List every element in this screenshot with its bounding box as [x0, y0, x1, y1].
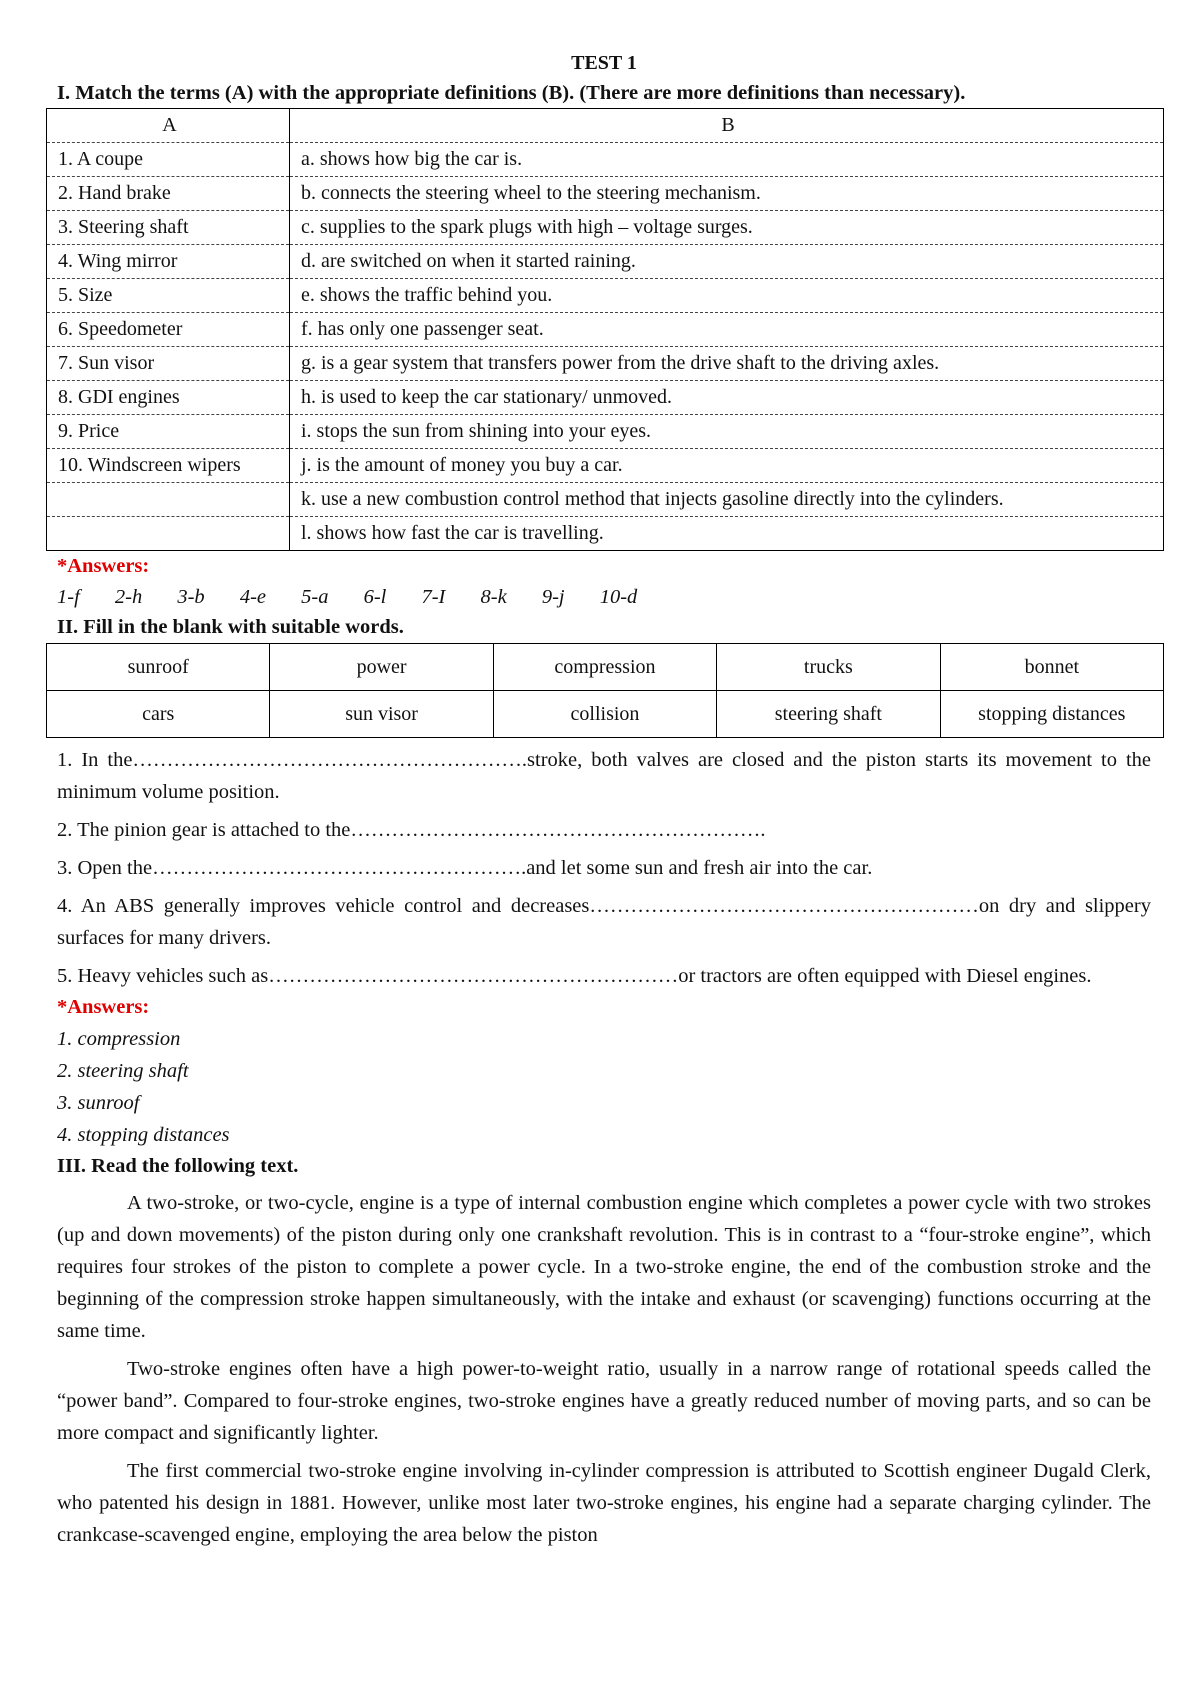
term-cell: 7. Sun visor [47, 347, 290, 381]
reading-paragraph-2: Two-stroke engines often have a high power-to-weight ratio, usually in a narrow range of rotational speeds called the “power band”. Compared to four-stroke engines, two-stroke engines have a greatly reduced number of moving parts, and so can be more compact and significantly lighter. [57, 1358, 1151, 1444]
term-cell: 5. Size [47, 279, 290, 313]
answer-item: 7-I [421, 586, 446, 608]
answer-item: 9-j [541, 586, 565, 608]
section2-answer-1: 1. compression [57, 1028, 181, 1050]
definition-cell: e. shows the traffic behind you. [290, 279, 1164, 313]
word-cell: sun visor [270, 691, 493, 738]
term-cell: 10. Windscreen wipers [47, 449, 290, 483]
term-cell: 9. Price [47, 415, 290, 449]
word-cell: steering shaft [717, 691, 940, 738]
table-row [47, 279, 1164, 313]
term-cell [47, 517, 290, 551]
table-row [47, 211, 1164, 245]
definition-cell: h. is used to keep the car stationary/ unmoved. [290, 381, 1164, 415]
answer-item: 5-a [301, 586, 329, 608]
question-3: 3. Open the……………………………………………….and let some sun and fresh air into the car. [57, 857, 873, 879]
definition-cell: b. connects the steering wheel to the steering mechanism. [290, 177, 1164, 211]
table-row [47, 517, 1164, 551]
page-title: TEST 1 [571, 52, 637, 74]
section2-answers-label: *Answers: [57, 996, 150, 1018]
word-cell: trucks [717, 644, 940, 691]
answer-item: 4-e [239, 586, 266, 608]
table-row [47, 381, 1164, 415]
definition-cell: f. has only one passenger seat. [290, 313, 1164, 347]
question-5: 5. Heavy vehicles such as……………………………………………………or tractors are often equipped with Diesel engines. [57, 965, 1092, 987]
word-cell: power [270, 644, 493, 691]
term-cell [47, 483, 290, 517]
answer-item: 2-h [114, 586, 143, 608]
word-cell: compression [493, 644, 716, 691]
section1-answers-label: *Answers: [57, 555, 150, 577]
answer-item: 6-l [363, 586, 387, 608]
matching-table [46, 108, 1164, 551]
definition-cell: k. use a new combustion control method that injects gasoline directly into the cylinders. [290, 483, 1164, 517]
table-row [47, 313, 1164, 347]
section2-heading: II. Fill in the blank with suitable words. [57, 616, 404, 638]
section1-heading: I. Match the terms (A) with the appropriate definitions (B). (There are more definitions than necessary). [57, 82, 966, 104]
section2-answer-3: 3. sunroof [57, 1092, 140, 1114]
term-cell: 6. Speedometer [47, 313, 290, 347]
column-a-header: A [47, 109, 290, 143]
question-1: 1. In the………………………………………………….stroke, both valves are closed and the piston starts its movement to the minimum volume position. [57, 749, 1151, 803]
definition-cell: i. stops the sun from shining into your eyes. [290, 415, 1164, 449]
term-cell: 1. A coupe [47, 143, 290, 177]
table-row [47, 347, 1164, 381]
table-row [47, 483, 1164, 517]
definition-cell: a. shows how big the car is. [290, 143, 1164, 177]
section1-answer-key [57, 582, 1151, 612]
answer-item: 3-b [177, 586, 205, 608]
section2-answer-2: 2. steering shaft [57, 1060, 189, 1082]
definition-cell: d. are switched on when it started raining. [290, 245, 1164, 279]
reading-paragraph-1: A two-stroke, or two-cycle, engine is a type of internal combustion engine which completes a power cycle with two strokes (up and down movements) of the piston during only one crankshaft revolution. This is in contrast to a “four-stroke engine”, which requires four strokes of the piston to complete a power cycle. In a two-stroke engine, the end of the combustion stroke and the beginning of the compression stroke happen simultaneously, with the intake and exhaust (or scavenging) functions occurring at the same time. [57, 1192, 1151, 1342]
column-b-header: B [290, 109, 1164, 143]
term-cell: 8. GDI engines [47, 381, 290, 415]
definition-cell: c. supplies to the spark plugs with high – voltage surges. [290, 211, 1164, 245]
term-cell: 4. Wing mirror [47, 245, 290, 279]
word-cell: sunroof [47, 644, 270, 691]
question-2: 2. The pinion gear is attached to the……………………………………………………. [57, 819, 766, 841]
definition-cell: l. shows how fast the car is travelling. [290, 517, 1164, 551]
document-page [57, 48, 1151, 1551]
reading-paragraph-3: The first commercial two-stroke engine involving in-cylinder compression is attributed to Scottish engineer Dugald Clerk, who patented his design in 1881. However, unlike most later two-stroke engines, his engine had a separate charging cylinder. The crankcase-scavenged engine, employing the area below the piston [57, 1460, 1151, 1546]
word-cell: collision [493, 691, 716, 738]
term-cell: 3. Steering shaft [47, 211, 290, 245]
word-cell: bonnet [940, 644, 1163, 691]
matching-table-header [47, 109, 1164, 143]
word-bank-table [46, 643, 1164, 738]
section3-heading: III. Read the following text. [57, 1155, 299, 1177]
word-cell: cars [47, 691, 270, 738]
answer-item: 1-f [57, 586, 80, 608]
word-bank-row [47, 691, 1164, 738]
table-row [47, 245, 1164, 279]
word-bank-row [47, 644, 1164, 691]
definition-cell: j. is the amount of money you buy a car. [290, 449, 1164, 483]
word-cell: stopping distances [940, 691, 1163, 738]
table-row [47, 177, 1164, 211]
table-row [47, 415, 1164, 449]
term-cell: 2. Hand brake [47, 177, 290, 211]
question-4: 4. An ABS generally improves vehicle control and decreases…………………………………………………on dry and slippery surfaces for many drivers. [57, 895, 1151, 949]
table-row [47, 143, 1164, 177]
definition-cell: g. is a gear system that transfers power from the drive shaft to the driving axles. [290, 347, 1164, 381]
answer-item: 10-d [599, 586, 638, 608]
answer-item: 8-k [480, 586, 507, 608]
section2-answer-4: 4. stopping distances [57, 1124, 230, 1146]
table-row [47, 449, 1164, 483]
